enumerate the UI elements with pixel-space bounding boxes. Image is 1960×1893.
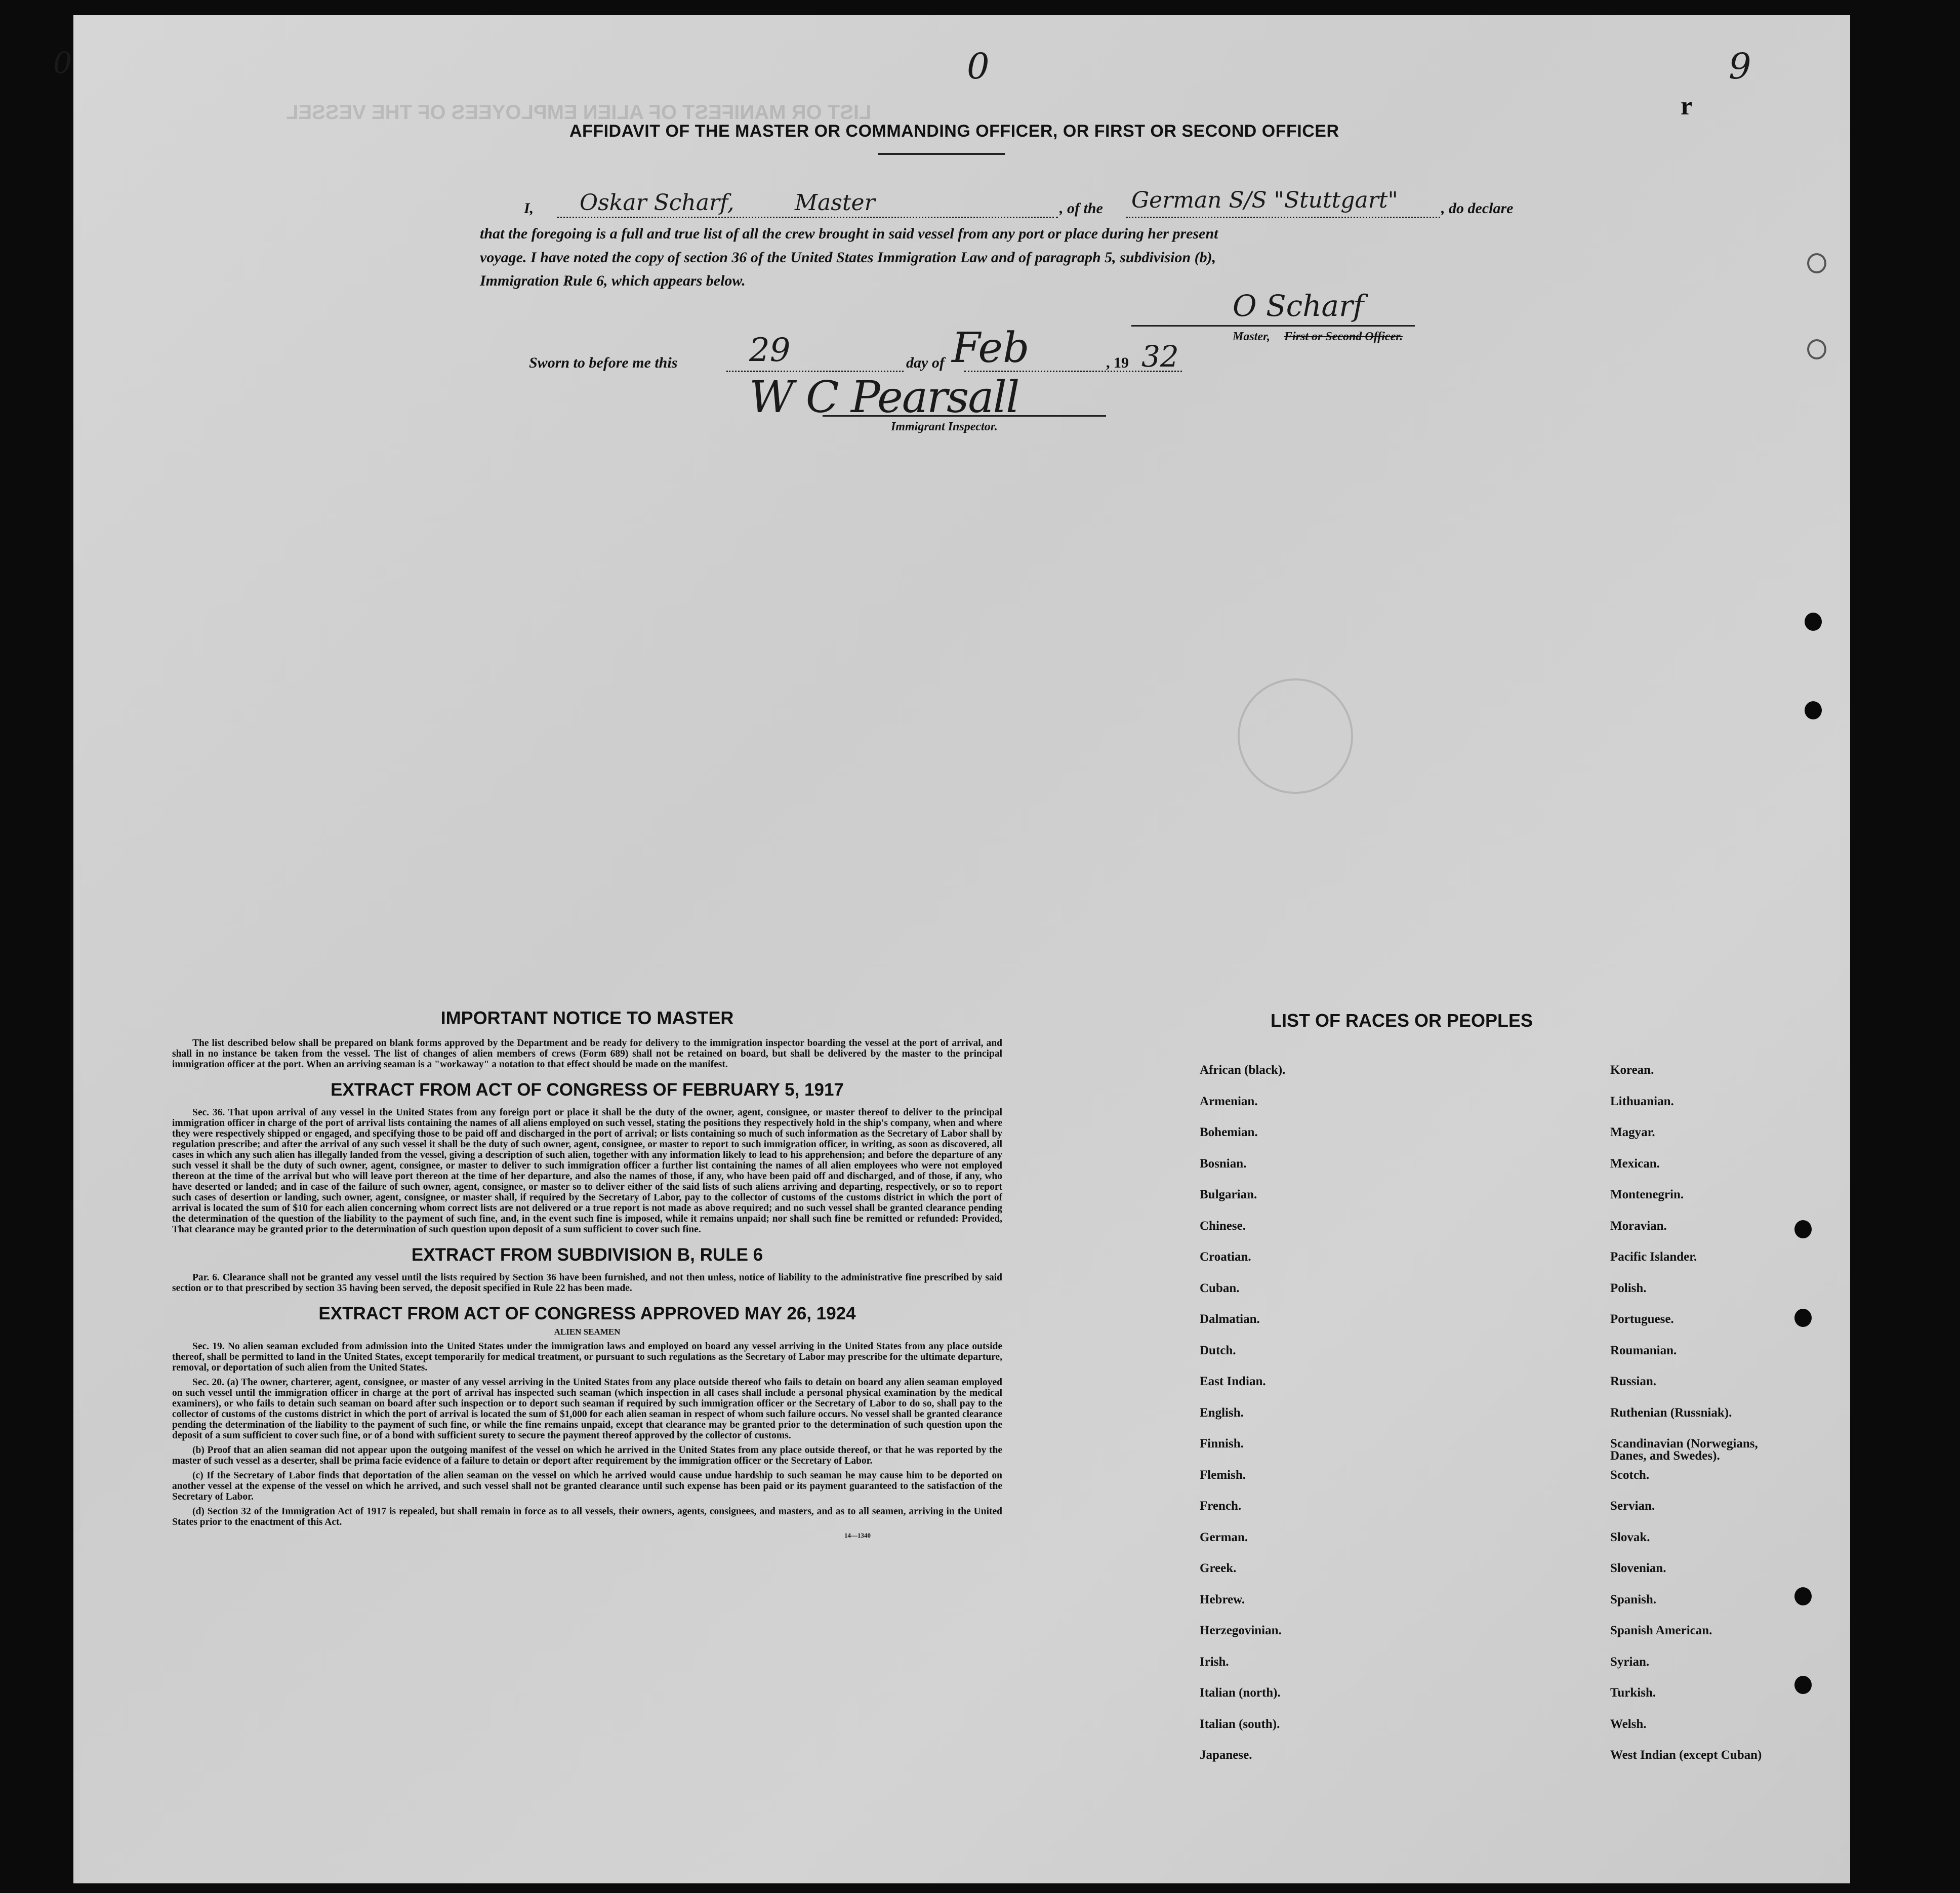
race-item: Bohemian. (1200, 1125, 1258, 1139)
affidavit-line-3: voyage. I have noted the copy of section 36 of the United States Immigration Law and of paragraph 5, subdivision (b), (480, 249, 1216, 266)
race-item: Scotch. (1610, 1468, 1650, 1482)
race-item: Spanish. (1610, 1592, 1657, 1606)
race-item: East Indian. (1200, 1375, 1266, 1388)
document-page (53, 15, 1850, 1883)
margin-mark-left: 0 (53, 46, 72, 80)
extract3-para-5: (d) Section 32 of the Immigration Act of 1917 is repealed, but shall remain in force as to all vessels, their owners, agents, consignees, and masters, and as to all seamen, arriving in the United States prior to the enactment of this Act. (172, 1506, 1002, 1527)
punch-hole (1794, 1220, 1812, 1238)
punch-hole (1794, 1587, 1812, 1605)
punch-hole (1807, 253, 1826, 273)
affidavit-line-4: Immigration Rule 6, which appears below. (480, 272, 746, 289)
extract1-title: EXTRACT FROM ACT OF CONGRESS OF FEBRUARY 5, 1917 (331, 1080, 844, 1100)
form-number: 14—1340 (844, 1532, 871, 1539)
race-item: Flemish. (1200, 1468, 1246, 1482)
notice-body: The list described below shall be prepared on blank forms approved by the Department and be ready for delivery to the immigration inspector boarding the vessel at the port of arrival, and shall in no instance be taken from the vessel. The list of changes of alien members of crews (Form 689) shall not be retained on board, but shall be delivered by the master to the principal immigration officer at the port. When an arriving seaman is a "workaway" a notation to that effect should be made on the manifest. (172, 1038, 1002, 1070)
punch-hole (1807, 339, 1826, 359)
bleed-through-text: LIST OR MANIFEST OF ALIEN EMPLOYEES OF THE VESSEL (286, 101, 872, 124)
year-handwritten: 32 (1141, 339, 1179, 374)
race-item: Magyar. (1610, 1125, 1655, 1139)
race-scandinavian-continued: Danes, and Swedes). (1610, 1449, 1720, 1463)
extract3-para-3: (b) Proof that an alien seaman did not appear upon the outgoing manifest of the vessel on which he arrived in the United States from any place outside thereof, or that he was reported by the master of such vessel as a deserter, shall be prima facie evidence of a failure to detain or deport after requirement by the immigration officer or the Secretary of Labor. (172, 1445, 1002, 1466)
extract3-para-4: (c) If the Secretary of Labor finds that deportation of the alien seaman on the vessel on which he arrived would cause undue hardship to such seaman he may cause him to be deported on another vessel at the expense of the vessel on which he arrived, and such vessel shall not be granted clearance until such expense has been paid or its payment guaranteed to the satisfaction of the Secretary of Labor. (172, 1470, 1002, 1502)
races-title: LIST OF RACES OR PEOPLES (1271, 1010, 1533, 1031)
extract3-para-2: Sec. 20. (a) The owner, charterer, agent, consignee, or master of any vessel arriving in the United States from any place outside thereof who fails to detain on board any alien seaman employed on such vessel until the immigration officer in charge at the port of arrival has inspected such seaman (which inspection in all cases shall include a personal physical examination by the medical examiners), or who fails to detain such seaman on board after such inspection or to deport such seaman if required by such immigration officer or the Secretary of Labor to do so, shall pay to the collector of customs of the customs district in which the port of arrival is located the sum of $1,000 for each alien seaman in respect of whom such failure occurs. No vessel shall be granted clearance pending the determination of the liability to the payment of such fine, or while the fine remains unpaid, except that clearance may be granted prior to the determination of such question upon the deposit of a sum sufficient to cover such fine, or of a bond with sufficient surety to secure the payment thereof approved by the collector of customs. (172, 1377, 1002, 1441)
notice-title: IMPORTANT NOTICE TO MASTER (440, 1008, 734, 1028)
signature-caption-struck: First or Second Officer. (1284, 330, 1403, 343)
race-item: Irish. (1200, 1655, 1229, 1669)
race-item: Italian (north). (1200, 1686, 1281, 1700)
signature-caption-master: Master, (1233, 330, 1271, 343)
race-item: Welsh. (1610, 1717, 1647, 1731)
day-of-label: day of (906, 354, 945, 371)
race-item: Ruthenian (Russniak). (1610, 1405, 1732, 1420)
sworn-label: Sworn to before me this (529, 354, 678, 371)
race-item: Scandinavian (Norwegians, (1610, 1437, 1758, 1451)
extract3-subtitle: ALIEN SEAMEN (554, 1327, 621, 1337)
master-signature: O Scharf (1233, 289, 1364, 323)
race-item: Mexican. (1610, 1156, 1660, 1171)
race-item: Pacific Islander. (1610, 1250, 1697, 1264)
race-item: African (black). (1200, 1063, 1286, 1077)
margin-mark-center: 0 (967, 46, 990, 87)
race-item: Bosnian. (1200, 1156, 1247, 1171)
affidavit-intro: I, (524, 200, 534, 217)
extract3-para-1: Sec. 19. No alien seaman excluded from admission into the United States under the immigration laws and employed on board any vessel arriving in the United States from any place outside thereof, shall be permitted to land in the United States, except temporarily for medical treatment, or pursuant to such regulations as the Secretary of Labor may prescribe for the ultimate departure, removal, or deportation of such alien from the United States. (172, 1341, 1002, 1373)
race-item: Russian. (1610, 1375, 1657, 1388)
race-item: Lithuanian. (1610, 1094, 1674, 1108)
punch-hole (1805, 701, 1822, 719)
race-item: Armenian. (1200, 1094, 1258, 1108)
race-item: Moravian. (1610, 1219, 1667, 1233)
race-item: French. (1200, 1499, 1242, 1513)
race-item: Slovak. (1610, 1530, 1650, 1544)
race-item: Dalmatian. (1200, 1312, 1260, 1326)
race-item: Portuguese. (1610, 1312, 1674, 1326)
affidavit-title: AFFIDAVIT OF THE MASTER OR COMMANDING OFFICER, OR FIRST OR SECOND OFFICER (569, 122, 1339, 141)
race-item: Cuban. (1200, 1281, 1240, 1295)
extract3-title: EXTRACT FROM ACT OF CONGRESS APPROVED MAY 26, 1924 (318, 1304, 856, 1323)
month-handwritten: Feb (952, 324, 1030, 372)
race-item: Syrian. (1610, 1655, 1650, 1669)
race-item: Roumanian. (1610, 1343, 1677, 1357)
race-item: Dutch. (1200, 1343, 1236, 1357)
year-prefix: , 19 (1106, 354, 1129, 371)
of-the-label: , of the (1059, 200, 1103, 217)
inspector-signature: W C Pearsall (749, 372, 1019, 423)
race-item: Bulgarian. (1200, 1188, 1257, 1201)
inspector-caption: Immigrant Inspector. (891, 420, 998, 433)
day-handwritten: 29 (749, 332, 791, 369)
race-item: Japanese. (1200, 1748, 1252, 1762)
race-item: Servian. (1610, 1499, 1655, 1513)
race-item: Chinese. (1200, 1219, 1246, 1233)
race-item: Italian (south). (1200, 1717, 1280, 1731)
race-item: Finnish. (1200, 1437, 1244, 1451)
race-item: Slovenian. (1610, 1561, 1666, 1575)
punch-hole (1805, 613, 1822, 631)
race-item: Hebrew. (1200, 1592, 1245, 1606)
punch-hole (1794, 1676, 1812, 1694)
affidavit-line-2: that the foregoing is a full and true list of all the crew brought in said vessel from any port or place during her present (480, 225, 1218, 242)
race-item: Turkish. (1610, 1686, 1656, 1700)
race-item: Herzegovinian. (1200, 1624, 1282, 1637)
race-item: English. (1200, 1405, 1244, 1420)
master-name-handwritten: Oskar Scharf, (580, 190, 734, 216)
faded-stamp (1238, 678, 1353, 794)
race-item: Montenegrin. (1610, 1188, 1684, 1201)
extract1-body: Sec. 36. That upon arrival of any vessel in the United States from any foreign port or place it shall be the duty of the owner, agent, consignee, or master thereof to deliver to the principal immigration officer in charge of the port of arrival lists containing the names of all aliens employed on such vessel, stating the positions they respectively hold in the ship's company, when and where they were respectively shipped or engaged, and specifying those to be paid off and discharged in the port of arrival; or lists containing so much of such information as the Secretary of Labor shall by regulation prescribe; and after the arrival of any such vessel it shall be the duty of such owner, agent, consignee, or master to report to such immigration officer, in writing, as soon as discovered, all cases in which any such alien has illegally landed from the vessel, giving a description of such alien, together with any information likely to lead to his apprehension; and before the departure of any such vessel it shall be the duty of such owner, agent, consignee, or master to deliver to such immigration officer a further list containing the names of all alien employees who were not employed thereon at the time of the arrival but who will leave port thereon at the time of her departure, and also the names of those, if any, who have been paid off and discharged, and of those, if any, who have deserted or landed; and in case of the failure of such owner, agent, consignee, or master so to deliver either of the said lists of such aliens arriving and departing, respectively, or so to report such cases of desertion or landing, such owner, agent, consignee, or master shall, if required by the Secretary of Labor, pay to the collector of customs of the customs district in which the port of arrival is located the sum of $10 for each alien concerning whom correct lists are not delivered or a true report is not made as above required; and no such vessel shall be granted clearance pending the determination of the question of the liability to the payment of such fine, and, in the event such fine is imposed, while it remains unpaid; nor shall such fine be remitted or refunded: Provided, That clearance may be granted prior to the determination of such question upon deposit of a sum sufficient to cover such fine. (172, 1107, 1002, 1235)
race-item: Greek. (1200, 1561, 1237, 1575)
race-item: Croatian. (1200, 1250, 1251, 1264)
notice-column (172, 1008, 1002, 1540)
punch-hole (1794, 1309, 1812, 1327)
race-item: Spanish American. (1610, 1624, 1712, 1637)
extract2-title: EXTRACT FROM SUBDIVISION B, RULE 6 (411, 1245, 763, 1265)
vessel-name-handwritten: German S/S "Stuttgart" (1131, 187, 1398, 213)
race-item: West Indian (except Cuban) (1610, 1748, 1762, 1762)
extract2-body: Par. 6. Clearance shall not be granted any vessel until the lists required by Section 36 have been furnished, and not then unless, notice of liability to the administrative fine prescribed by said section or to that prescribed by section 35 having been served, the deposit specified in Rule 22 has been made. (172, 1272, 1002, 1294)
do-declare-label: , do declare (1441, 200, 1514, 217)
race-item: Polish. (1610, 1281, 1647, 1295)
race-item: German. (1200, 1530, 1248, 1544)
title-underline (878, 153, 1005, 155)
race-item: Korean. (1610, 1063, 1654, 1077)
rank-handwritten: Master (795, 190, 875, 216)
margin-mark-right: 9 (1729, 46, 1751, 87)
margin-mark-r: r (1681, 92, 1693, 120)
